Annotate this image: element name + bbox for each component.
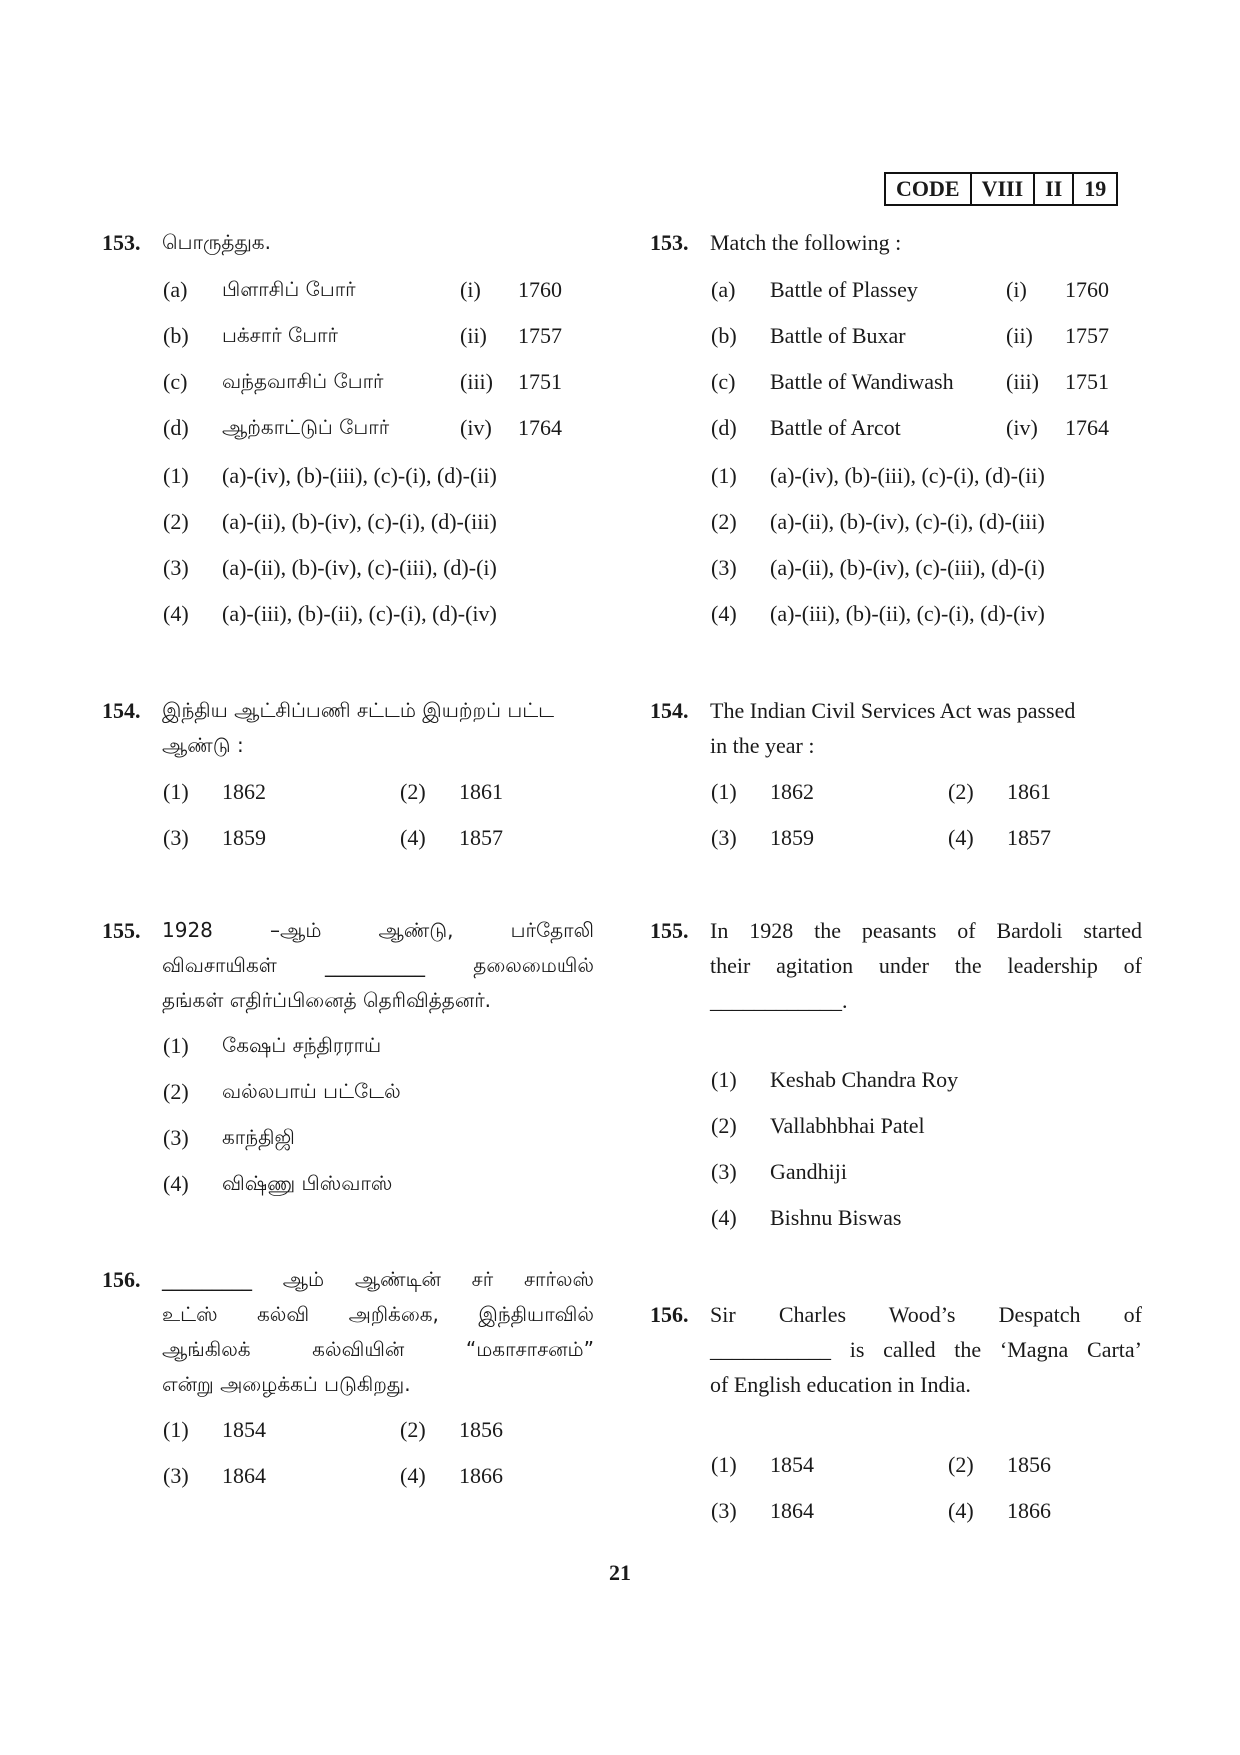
match-left-item: Battle of Arcot xyxy=(770,415,901,440)
option-text: 1859 xyxy=(770,825,814,850)
match-right-year: 1760 xyxy=(518,277,562,302)
option-number: (4) xyxy=(163,601,189,626)
question-stem-line: உட்ஸ் கல்வி அறிக்கை, இந்தியாவில் xyxy=(162,1302,594,1326)
match-right-year: 1757 xyxy=(518,323,562,348)
code-box xyxy=(884,172,1118,206)
option-number: (2) xyxy=(163,509,189,534)
option-number: (2) xyxy=(948,1452,974,1477)
option-number: (4) xyxy=(711,601,737,626)
option-text: (a)-(ii), (b)-(iv), (c)-(i), (d)-(iii) xyxy=(222,509,497,534)
option-number: (4) xyxy=(711,1205,737,1230)
match-left-item: Battle of Buxar xyxy=(770,323,906,348)
option-number: (1) xyxy=(163,779,189,804)
match-left-label: (c) xyxy=(711,369,736,394)
match-left-label: (d) xyxy=(163,415,189,440)
option-text: 1854 xyxy=(770,1452,814,1477)
option-number: (3) xyxy=(163,825,189,850)
option-text: (a)-(iv), (b)-(iii), (c)-(i), (d)-(ii) xyxy=(770,463,1045,488)
option-text: கேஷப் சந்திரராய் xyxy=(222,1033,382,1057)
question-number: 153. xyxy=(650,230,689,255)
match-right-label: (iv) xyxy=(1006,415,1038,440)
match-left-item: Battle of Plassey xyxy=(770,277,918,302)
option-text: 1856 xyxy=(1007,1452,1051,1477)
code-number: 19 xyxy=(1072,174,1116,204)
option-number: (1) xyxy=(711,463,737,488)
match-right-label: (ii) xyxy=(460,323,487,348)
option-text: (a)-(ii), (b)-(iv), (c)-(iii), (d)-(i) xyxy=(770,555,1045,580)
option-number: (3) xyxy=(711,555,737,580)
match-left-item: ஆற்காட்டுப் போர் xyxy=(222,415,390,439)
option-number: (4) xyxy=(400,825,426,850)
match-right-year: 1764 xyxy=(518,415,562,440)
option-text: விஷ்ணு பிஸ்வாஸ் xyxy=(222,1171,393,1195)
question-stem-line: In 1928 the peasants of Bardoli started xyxy=(710,918,1142,943)
option-number: (3) xyxy=(163,1463,189,1488)
question-stem-line: தங்கள் எதிர்ப்பினைத் தெரிவித்தனர். xyxy=(162,988,492,1012)
match-right-label: (iii) xyxy=(460,369,493,394)
match-left-label: (b) xyxy=(163,323,189,348)
question-stem-line: என்று அழைக்கப் படுகிறது. xyxy=(162,1372,411,1396)
match-right-year: 1757 xyxy=(1065,323,1109,348)
match-right-year: 1751 xyxy=(518,369,562,394)
option-number: (4) xyxy=(163,1171,189,1196)
option-text: 1856 xyxy=(459,1417,503,1442)
question-stem: பொருத்துக. xyxy=(162,230,271,254)
option-number: (3) xyxy=(163,555,189,580)
match-right-label: (ii) xyxy=(1006,323,1033,348)
option-text: வல்லபாய் பட்டேல் xyxy=(222,1079,401,1103)
question-number: 155. xyxy=(650,918,689,943)
question-stem: Match the following : xyxy=(710,230,902,255)
question-number: 156. xyxy=(102,1267,141,1292)
option-number: (4) xyxy=(948,1498,974,1523)
option-number: (1) xyxy=(163,1033,189,1058)
match-left-label: (c) xyxy=(163,369,188,394)
question-stem-line: in the year : xyxy=(710,733,815,758)
option-text: 1866 xyxy=(459,1463,503,1488)
option-text: 1857 xyxy=(459,825,503,850)
option-number: (2) xyxy=(400,779,426,804)
question-number: 156. xyxy=(650,1302,689,1327)
question-stem-line: ____________. xyxy=(710,988,848,1013)
match-left-item: Battle of Wandiwash xyxy=(770,369,954,394)
option-text: 1857 xyxy=(1007,825,1051,850)
option-text: Keshab Chandra Roy xyxy=(770,1067,959,1092)
question-stem-line: The Indian Civil Services Act was passed xyxy=(710,698,1076,723)
option-text: 1861 xyxy=(1007,779,1051,804)
option-text: 1866 xyxy=(1007,1498,1051,1523)
question-stem-line: Sir Charles Wood’s Despatch of xyxy=(710,1302,1142,1327)
match-left-item: பிளாசிப் போர் xyxy=(222,277,356,301)
question-stem-line: 1928 –ஆம் ஆண்டு, பர்தோலி xyxy=(162,918,594,942)
option-text: (a)-(ii), (b)-(iv), (c)-(i), (d)-(iii) xyxy=(770,509,1045,534)
option-text: 1864 xyxy=(770,1498,814,1523)
option-text: காந்திஜி xyxy=(222,1125,295,1149)
match-left-label: (a) xyxy=(711,277,736,302)
option-text: Bishnu Biswas xyxy=(770,1205,902,1230)
option-text: (a)-(ii), (b)-(iv), (c)-(iii), (d)-(i) xyxy=(222,555,497,580)
code-label: CODE xyxy=(896,176,960,201)
option-number: (2) xyxy=(400,1417,426,1442)
option-number: (2) xyxy=(711,1113,737,1138)
match-left-item: வந்தவாசிப் போர் xyxy=(222,369,384,393)
option-text: (a)-(iii), (b)-(ii), (c)-(i), (d)-(iv) xyxy=(770,601,1045,626)
option-number: (1) xyxy=(163,1417,189,1442)
match-right-label: (i) xyxy=(1006,277,1027,302)
question-stem-line: of English education in India. xyxy=(710,1372,971,1397)
option-number: (4) xyxy=(948,825,974,850)
option-number: (1) xyxy=(711,1067,737,1092)
option-text: 1862 xyxy=(222,779,266,804)
match-left-label: (a) xyxy=(163,277,188,302)
code-set: VIII xyxy=(970,174,1034,204)
match-left-label: (b) xyxy=(711,323,737,348)
question-number: 154. xyxy=(102,698,141,723)
match-right-year: 1764 xyxy=(1065,415,1109,440)
match-right-label: (iv) xyxy=(460,415,492,440)
option-number: (1) xyxy=(711,1452,737,1477)
option-text: 1861 xyxy=(459,779,503,804)
match-left-item: பக்சார் போர் xyxy=(222,323,338,347)
option-text: 1854 xyxy=(222,1417,266,1442)
option-number: (2) xyxy=(711,509,737,534)
option-number: (3) xyxy=(711,1498,737,1523)
code-paper: II xyxy=(1033,174,1072,204)
option-text: Gandhiji xyxy=(770,1159,847,1184)
option-text: Vallabhbhai Patel xyxy=(770,1113,925,1138)
option-text: 1862 xyxy=(770,779,814,804)
option-text: 1859 xyxy=(222,825,266,850)
match-right-year: 1751 xyxy=(1065,369,1109,394)
question-stem-line: ஆண்டு : xyxy=(162,733,244,757)
option-number: (4) xyxy=(400,1463,426,1488)
option-number: (1) xyxy=(163,463,189,488)
option-text: (a)-(iii), (b)-(ii), (c)-(i), (d)-(iv) xyxy=(222,601,497,626)
match-right-label: (iii) xyxy=(1006,369,1039,394)
option-text: (a)-(iv), (b)-(iii), (c)-(i), (d)-(ii) xyxy=(222,463,497,488)
match-left-label: (d) xyxy=(711,415,737,440)
option-number: (2) xyxy=(163,1079,189,1104)
option-number: (1) xyxy=(711,779,737,804)
match-right-year: 1760 xyxy=(1065,277,1109,302)
question-stem-line: ___________ is called the ‘Magna Carta’ xyxy=(710,1337,1142,1362)
question-number: 153. xyxy=(102,230,141,255)
question-stem-line: their agitation under the leadership of xyxy=(710,953,1142,978)
match-right-label: (i) xyxy=(460,277,481,302)
question-stem-line: _________ ஆம் ஆண்டின் சர் சார்லஸ் xyxy=(162,1267,594,1291)
page-number: 21 xyxy=(609,1560,631,1585)
question-stem-line: ஆங்கிலக் கல்வியின் “மகாசாசனம்” xyxy=(162,1337,594,1361)
option-text: 1864 xyxy=(222,1463,266,1488)
question-number: 154. xyxy=(650,698,689,723)
option-number: (3) xyxy=(711,1159,737,1184)
question-stem-line: விவசாயிகள் __________ தலைமையில் xyxy=(162,953,594,977)
question-number: 155. xyxy=(102,918,141,943)
option-number: (3) xyxy=(163,1125,189,1150)
question-stem-line: இந்திய ஆட்சிப்பணி சட்டம் இயற்றப் பட்ட xyxy=(162,698,555,722)
option-number: (3) xyxy=(711,825,737,850)
option-number: (2) xyxy=(948,779,974,804)
